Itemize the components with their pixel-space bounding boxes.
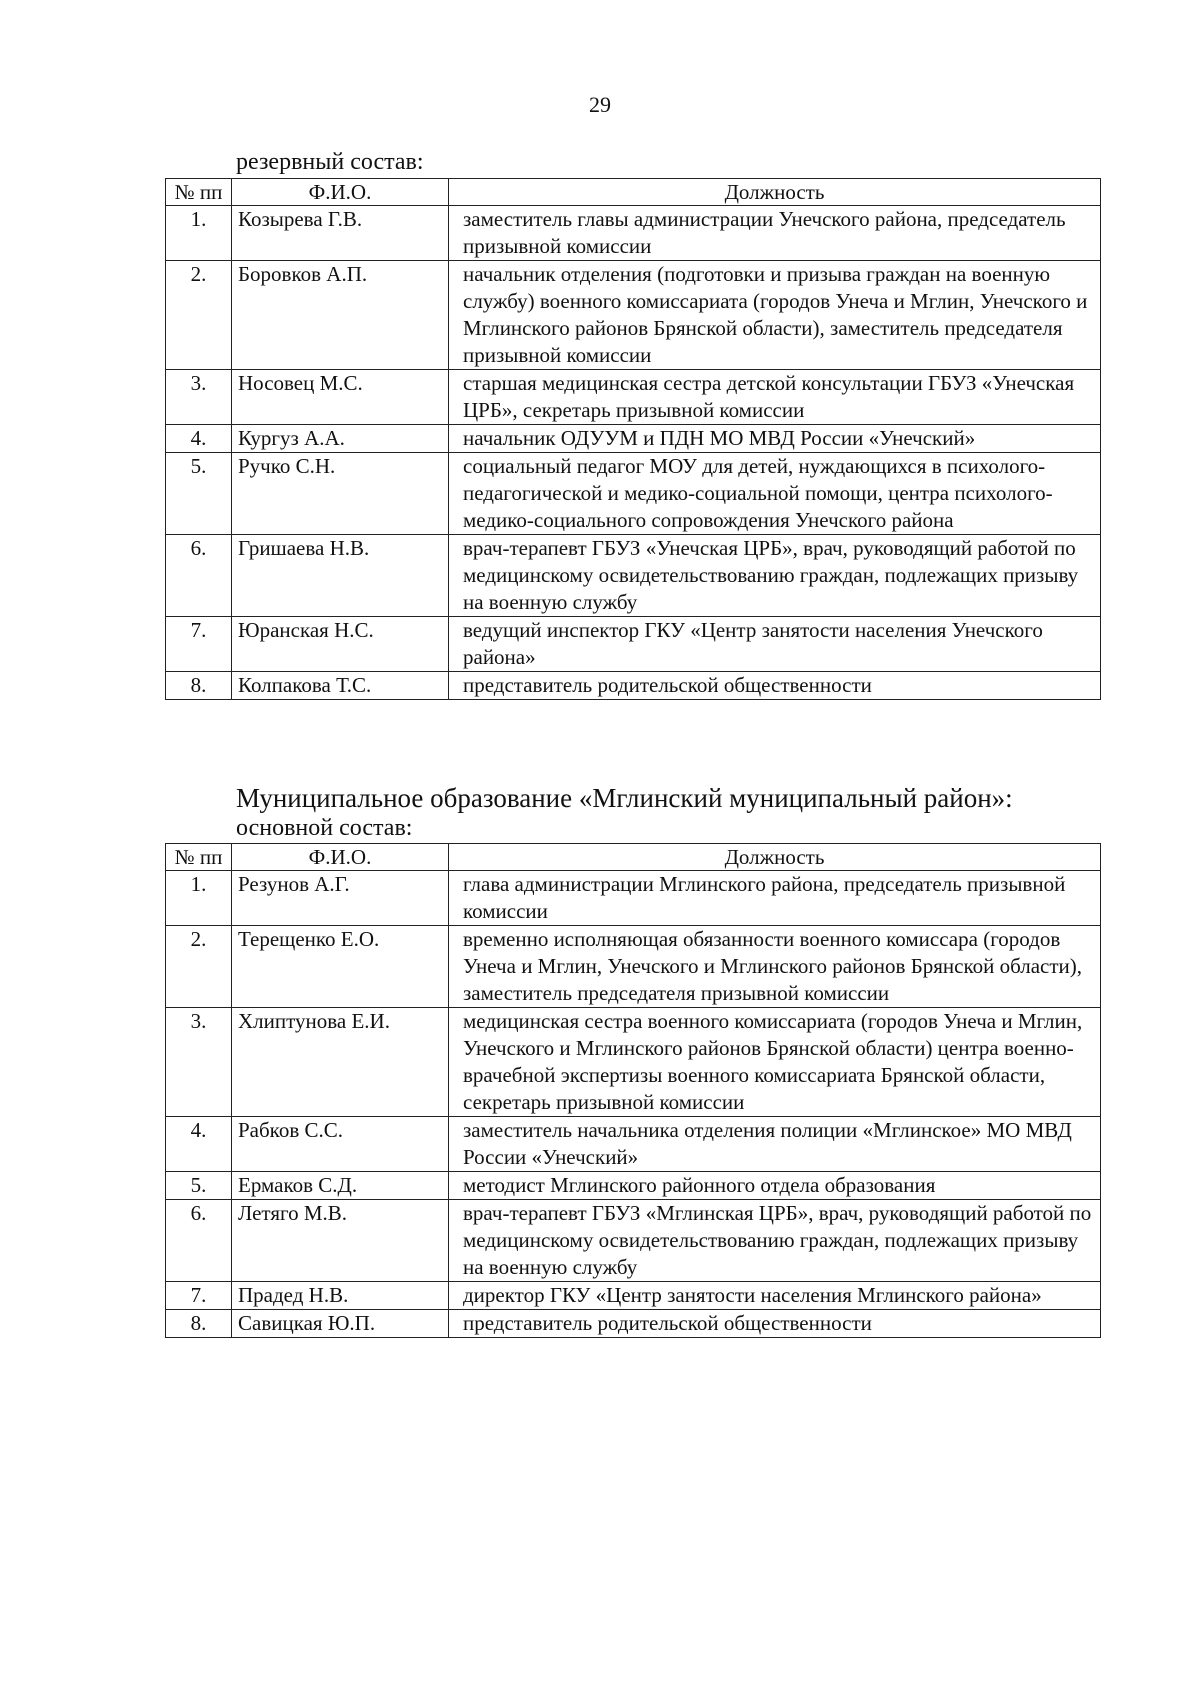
member-name: Резунов А.Г.: [232, 871, 449, 926]
section-label-reserve: резервный состав:: [236, 149, 424, 175]
table-header-row: [166, 844, 1101, 871]
member-position: начальник отделения (подготовки и призыва граждан на военную службу) военного комиссариата (городов Унеча и Мглин, Унечского и Мглинского районов Брянской области), заместитель председателя призывной комиссии: [449, 261, 1101, 370]
member-name: Носовец М.С.: [232, 370, 449, 425]
table-row: [166, 926, 1101, 1008]
row-number: 2.: [166, 261, 232, 370]
member-name: Савицкая Ю.П.: [232, 1310, 449, 1338]
member-name: Гришаева Н.В.: [232, 535, 449, 617]
member-position: социальный педагог МОУ для детей, нуждающихся в психолого-педагогической и медико-социальной помощи, центра психолого-медико-социального сопровождения Унечского района: [449, 453, 1101, 535]
table-row: [166, 1117, 1101, 1172]
reserve-members-body: [166, 206, 1101, 700]
section-label-main: основной состав:: [236, 815, 413, 841]
main-members-table: [165, 843, 1101, 1338]
member-name: Ермаков С.Д.: [232, 1172, 449, 1200]
member-position: методист Мглинского районного отдела образования: [449, 1172, 1101, 1200]
header-name: Ф.И.О.: [232, 844, 449, 871]
member-position: врач-терапевт ГБУЗ «Унечская ЦРБ», врач, руководящий работой по медицинскому освидетельствованию граждан, подлежащих призыву на военную службу: [449, 535, 1101, 617]
reserve-members-table: [165, 178, 1101, 700]
member-name: Летяго М.В.: [232, 1200, 449, 1282]
row-number: 1.: [166, 871, 232, 926]
section-heading-mglin: Муниципальное образование «Мглинский муниципальный район»:: [236, 783, 1013, 813]
page-number: 29: [589, 92, 611, 117]
row-number: 8.: [166, 672, 232, 700]
member-name: Боровков А.П.: [232, 261, 449, 370]
member-position: медицинская сестра военного комиссариата (городов Унеча и Мглин, Унечского и Мглинского районов Брянской области) центра военно-врачебной экспертизы военного комиссариата Брянской области, секретарь призывной комиссии: [449, 1008, 1101, 1117]
row-number: 2.: [166, 926, 232, 1008]
table-row: [166, 261, 1101, 370]
member-position: заместитель начальника отделения полиции «Мглинское» МО МВД России «Унечский»: [449, 1117, 1101, 1172]
table-row: [166, 425, 1101, 453]
header-num: № пп: [166, 179, 232, 206]
table-header-row: [166, 179, 1101, 206]
member-position: директор ГКУ «Центр занятости населения Мглинского района»: [449, 1282, 1101, 1310]
member-position: ведущий инспектор ГКУ «Центр занятости населения Унечского района»: [449, 617, 1101, 672]
row-number: 4.: [166, 425, 232, 453]
member-position: представитель родительской общественности: [449, 1310, 1101, 1338]
table-row: [166, 1282, 1101, 1310]
row-number: 7.: [166, 617, 232, 672]
header-num: № пп: [166, 844, 232, 871]
table-row: [166, 617, 1101, 672]
member-position: глава администрации Мглинского района, председатель призывной комиссии: [449, 871, 1101, 926]
member-position: представитель родительской общественности: [449, 672, 1101, 700]
member-name: Прадед Н.В.: [232, 1282, 449, 1310]
member-name: Колпакова Т.С.: [232, 672, 449, 700]
row-number: 6.: [166, 1200, 232, 1282]
member-name: Хлиптунова Е.И.: [232, 1008, 449, 1117]
member-name: Терещенко Е.О.: [232, 926, 449, 1008]
table-row: [166, 535, 1101, 617]
member-name: Юранская Н.С.: [232, 617, 449, 672]
main-members-body: [166, 871, 1101, 1338]
member-position: старшая медицинская сестра детской консультации ГБУЗ «Унечская ЦРБ», секретарь призывной комиссии: [449, 370, 1101, 425]
member-name: Рабков С.С.: [232, 1117, 449, 1172]
row-number: 1.: [166, 206, 232, 261]
row-number: 4.: [166, 1117, 232, 1172]
member-name: Козырева Г.В.: [232, 206, 449, 261]
header-position: Должность: [449, 179, 1101, 206]
row-number: 7.: [166, 1282, 232, 1310]
member-name: Ручко С.Н.: [232, 453, 449, 535]
header-name: Ф.И.О.: [232, 179, 449, 206]
table-row: [166, 1172, 1101, 1200]
table-row: [166, 1310, 1101, 1338]
table-row: [166, 453, 1101, 535]
member-position: врач-терапевт ГБУЗ «Мглинская ЦРБ», врач, руководящий работой по медицинскому освидетельствованию граждан, подлежащих призыву на военную службу: [449, 1200, 1101, 1282]
table-row: [166, 1200, 1101, 1282]
member-position: временно исполняющая обязанности военного комиссара (городов Унеча и Мглин, Унечского и Мглинского районов Брянской области), заместитель председателя призывной комиссии: [449, 926, 1101, 1008]
header-position: Должность: [449, 844, 1101, 871]
table-row: [166, 370, 1101, 425]
row-number: 3.: [166, 370, 232, 425]
table-row: [166, 871, 1101, 926]
table-row: [166, 1008, 1101, 1117]
row-number: 5.: [166, 1172, 232, 1200]
member-position: заместитель главы администрации Унечского района, председатель призывной комиссии: [449, 206, 1101, 261]
row-number: 8.: [166, 1310, 232, 1338]
row-number: 3.: [166, 1008, 232, 1117]
row-number: 6.: [166, 535, 232, 617]
table-row: [166, 206, 1101, 261]
member-position: начальник ОДУУМ и ПДН МО МВД России «Унечский»: [449, 425, 1101, 453]
member-name: Кургуз А.А.: [232, 425, 449, 453]
table-row: [166, 672, 1101, 700]
row-number: 5.: [166, 453, 232, 535]
